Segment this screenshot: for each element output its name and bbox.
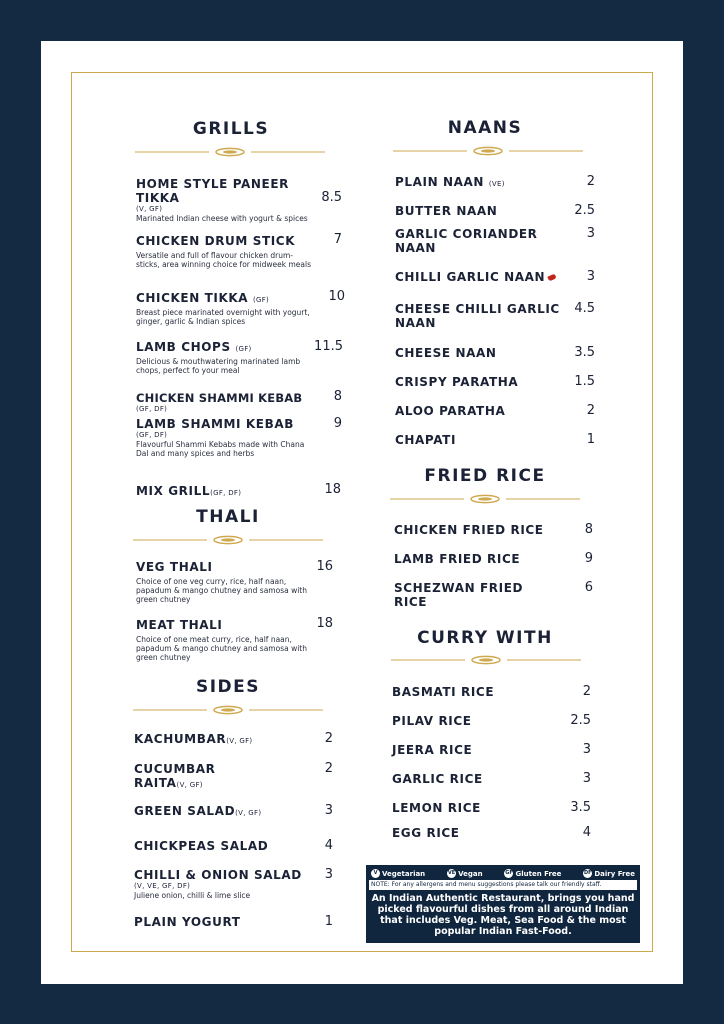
menu-item bbox=[134, 915, 314, 929]
item-price: 1 bbox=[324, 914, 333, 929]
menu-item bbox=[134, 732, 314, 748]
item-name: PILAV RICE bbox=[392, 714, 472, 728]
item-price: 3 bbox=[586, 226, 595, 241]
item-price: 18 bbox=[324, 482, 341, 497]
divider-ornament bbox=[391, 655, 581, 665]
menu-item bbox=[392, 685, 572, 699]
item-price: 9 bbox=[584, 551, 593, 566]
item-name: LAMB FRIED RICE bbox=[394, 552, 521, 566]
thali-heading: THALI bbox=[196, 507, 260, 527]
item-name: BASMATI RICE bbox=[392, 685, 495, 699]
item-tag: (GF) bbox=[235, 345, 252, 353]
menu-item bbox=[392, 743, 572, 757]
menu-item bbox=[394, 581, 574, 609]
item-name: EGG RICE bbox=[392, 826, 460, 840]
item-name: LEMON RICE bbox=[392, 801, 481, 815]
item-name: CUCUMBAR bbox=[134, 762, 216, 776]
item-description: Juliene onion, chilli & lime slice bbox=[134, 891, 251, 900]
item-tag: (V, GF) bbox=[176, 781, 203, 789]
item-tag: (V, GF) bbox=[136, 205, 163, 213]
menu-item bbox=[394, 523, 574, 537]
item-name: NAAN bbox=[395, 316, 437, 330]
item-price: 4 bbox=[582, 825, 591, 840]
item-price: 3 bbox=[324, 803, 333, 818]
item-name: SCHEZWAN FRIED bbox=[394, 581, 524, 595]
gluten-free-badge-icon: GF bbox=[505, 870, 513, 876]
divider-ornament bbox=[393, 146, 583, 156]
item-price: 9 bbox=[333, 416, 342, 431]
menu-item bbox=[136, 340, 314, 375]
item-price: 8 bbox=[584, 522, 593, 537]
menu-item bbox=[394, 552, 574, 566]
item-price: 18 bbox=[316, 616, 333, 631]
item-name: CHICKEN FRIED RICE bbox=[394, 523, 544, 537]
item-tag: (GF) bbox=[252, 296, 270, 304]
item-name: HOME STYLE PANEER TIKKA bbox=[136, 177, 289, 205]
legend-row bbox=[366, 865, 640, 878]
item-name: MIX GRILL(GF, DF) bbox=[136, 484, 242, 498]
menu-item bbox=[395, 227, 575, 255]
item-name: CHEESE CHILLI GARLIC bbox=[395, 302, 560, 316]
menu-item bbox=[395, 346, 575, 360]
item-price: 2 bbox=[324, 761, 333, 776]
item-name: CHICKEN TIKKA (GF) bbox=[136, 291, 270, 305]
item-tag: (V, GF) bbox=[235, 809, 262, 817]
naans-heading: NAANS bbox=[447, 118, 523, 138]
item-price: 4 bbox=[324, 838, 333, 853]
menu-item bbox=[134, 762, 314, 792]
menu-item bbox=[395, 175, 575, 191]
item-name: CHICKEN DRUM STICK bbox=[136, 234, 296, 248]
item-name: BUTTER NAAN bbox=[395, 204, 498, 218]
item-name: GARLIC CORIANDER bbox=[395, 227, 538, 241]
item-description: Versatile and full of flavour chicken drum-sticks, area winning choice for midweek meals bbox=[136, 251, 312, 269]
item-price: 2 bbox=[582, 684, 591, 699]
item-name: ALOO PARATHA bbox=[395, 404, 506, 418]
item-name: CHEESE NAAN bbox=[395, 346, 497, 360]
item-name: JEERA RICE bbox=[392, 743, 473, 757]
menu-item bbox=[136, 417, 314, 458]
menu-item bbox=[395, 375, 575, 389]
item-name: RAITA(V, GF) bbox=[134, 776, 203, 790]
item-description: Breast piece marinated overnight with yogurt, ginger, garlic & Indian spices bbox=[136, 308, 310, 326]
item-price: 8 bbox=[333, 389, 342, 404]
item-tag: (V, GF) bbox=[226, 737, 253, 745]
item-price: 8.5 bbox=[321, 190, 342, 205]
legend-item-vegan: VE Vegan bbox=[447, 869, 483, 878]
sides-heading: SIDES bbox=[195, 677, 261, 697]
menu-item bbox=[392, 801, 572, 815]
item-price: 16 bbox=[316, 559, 333, 574]
item-tag: (GF, DF) bbox=[136, 431, 168, 439]
fried-rice-heading: FRIED RICE bbox=[424, 466, 546, 486]
legend-item-gluten-free: GF Gluten Free bbox=[505, 869, 562, 878]
item-price: 2 bbox=[324, 731, 333, 746]
item-description: Flavourful Shammi Kebabs made with Chana Dal and many spices and herbs bbox=[136, 440, 305, 458]
item-price: 4.5 bbox=[574, 301, 595, 316]
item-name: PLAIN YOGURT bbox=[134, 915, 241, 929]
menu-item bbox=[136, 234, 314, 269]
legend-item-dairy-free: DF Dairy Free bbox=[584, 869, 635, 878]
item-price: 3 bbox=[586, 269, 595, 284]
item-name: CHILLI GARLIC NAAN bbox=[395, 270, 575, 284]
item-tag: (VE) bbox=[488, 180, 505, 188]
item-description: Delicious & mouthwatering marinated lamb chops, perfect fo your meal bbox=[136, 357, 301, 375]
divider-ornament bbox=[390, 494, 580, 504]
menu-item bbox=[136, 177, 314, 223]
item-name: RICE bbox=[394, 595, 428, 609]
item-price: 2.5 bbox=[570, 713, 591, 728]
item-tag: (V, VE, GF, DF) bbox=[134, 882, 191, 890]
item-price: 1.5 bbox=[574, 374, 595, 389]
menu-item bbox=[134, 868, 314, 900]
menu-item bbox=[136, 291, 314, 326]
menu-item bbox=[134, 839, 314, 853]
menu-item bbox=[395, 433, 575, 447]
item-price: 2.5 bbox=[574, 203, 595, 218]
item-description: Choice of one veg curry, rice, half naan, papadum & mango chutney and samosa with green chutney bbox=[136, 577, 307, 604]
item-name: MEAT THALI bbox=[136, 618, 223, 632]
item-price: 3 bbox=[582, 771, 591, 786]
divider-ornament bbox=[135, 147, 325, 157]
menu-item bbox=[134, 804, 314, 820]
item-name: LAMB CHOPS (GF) bbox=[136, 340, 252, 354]
item-description: Marinated Indian cheese with yogurt & spices bbox=[136, 214, 308, 223]
dietary-legend-box bbox=[366, 865, 640, 943]
allergen-note: NOTE: For any allergens and menu suggestions please talk our friendly staff. bbox=[369, 880, 637, 890]
item-name: CHICKEN SHAMMI KEBAB bbox=[136, 391, 303, 405]
menu-item bbox=[395, 270, 575, 284]
menu-item bbox=[392, 826, 572, 840]
restaurant-description: An Indian Authentic Restaurant, brings you hand picked flavourful dishes from all around Indian that includes Veg. Meat, Sea Food & the most popular Indian Fast-Food. bbox=[371, 893, 635, 937]
item-name: GARLIC RICE bbox=[392, 772, 483, 786]
menu-item bbox=[395, 302, 575, 330]
item-price: 11.5 bbox=[314, 339, 343, 354]
menu-item bbox=[395, 204, 575, 218]
item-name: VEG THALI bbox=[136, 560, 213, 574]
item-name: CHILLI & ONION SALAD bbox=[134, 868, 302, 882]
item-name: LAMB SHAMMI KEBAB bbox=[136, 417, 294, 431]
divider-ornament bbox=[133, 705, 323, 715]
grills-heading: GRILLS bbox=[192, 119, 270, 139]
menu-item bbox=[136, 391, 314, 413]
legend-item-vegetarian: V Vegetarian bbox=[371, 869, 425, 878]
item-price: 3.5 bbox=[574, 345, 595, 360]
item-price: 3 bbox=[324, 867, 333, 882]
item-name: NAAN bbox=[395, 241, 437, 255]
vegetarian-badge-icon: V bbox=[371, 869, 380, 878]
item-tag: (GF, DF) bbox=[136, 405, 168, 413]
item-name: PLAIN NAAN (VE) bbox=[395, 175, 505, 189]
menu-item bbox=[392, 772, 572, 786]
item-price: 2 bbox=[586, 403, 595, 418]
item-price: 10 bbox=[328, 289, 345, 304]
dairy-free-badge-icon: DF bbox=[584, 870, 592, 876]
menu-item bbox=[392, 714, 572, 728]
item-name: CHAPATI bbox=[395, 433, 457, 447]
divider-ornament bbox=[133, 535, 323, 545]
item-price: 2 bbox=[586, 174, 595, 189]
item-price: 3.5 bbox=[570, 800, 591, 815]
menu-item bbox=[136, 484, 314, 500]
menu-item bbox=[395, 404, 575, 418]
item-name: CHICKPEAS SALAD bbox=[134, 839, 269, 853]
item-price: 3 bbox=[582, 742, 591, 757]
item-tag: (GF, DF) bbox=[210, 489, 242, 497]
item-price: 7 bbox=[333, 232, 342, 247]
item-price: 1 bbox=[586, 432, 595, 447]
vegan-badge-icon: VE bbox=[447, 870, 456, 876]
item-name: KACHUMBAR(V, GF) bbox=[134, 732, 253, 746]
item-name: GREEN SALAD(V, GF) bbox=[134, 804, 262, 818]
item-price: 6 bbox=[584, 580, 593, 595]
curry-with-heading: CURRY WITH bbox=[417, 628, 553, 648]
menu-page bbox=[41, 41, 683, 984]
item-description: Choice of one meat curry, rice, half naan, papadum & mango chutney and samosa with green chutney bbox=[136, 635, 307, 662]
item-name: CRISPY PARATHA bbox=[395, 375, 519, 389]
